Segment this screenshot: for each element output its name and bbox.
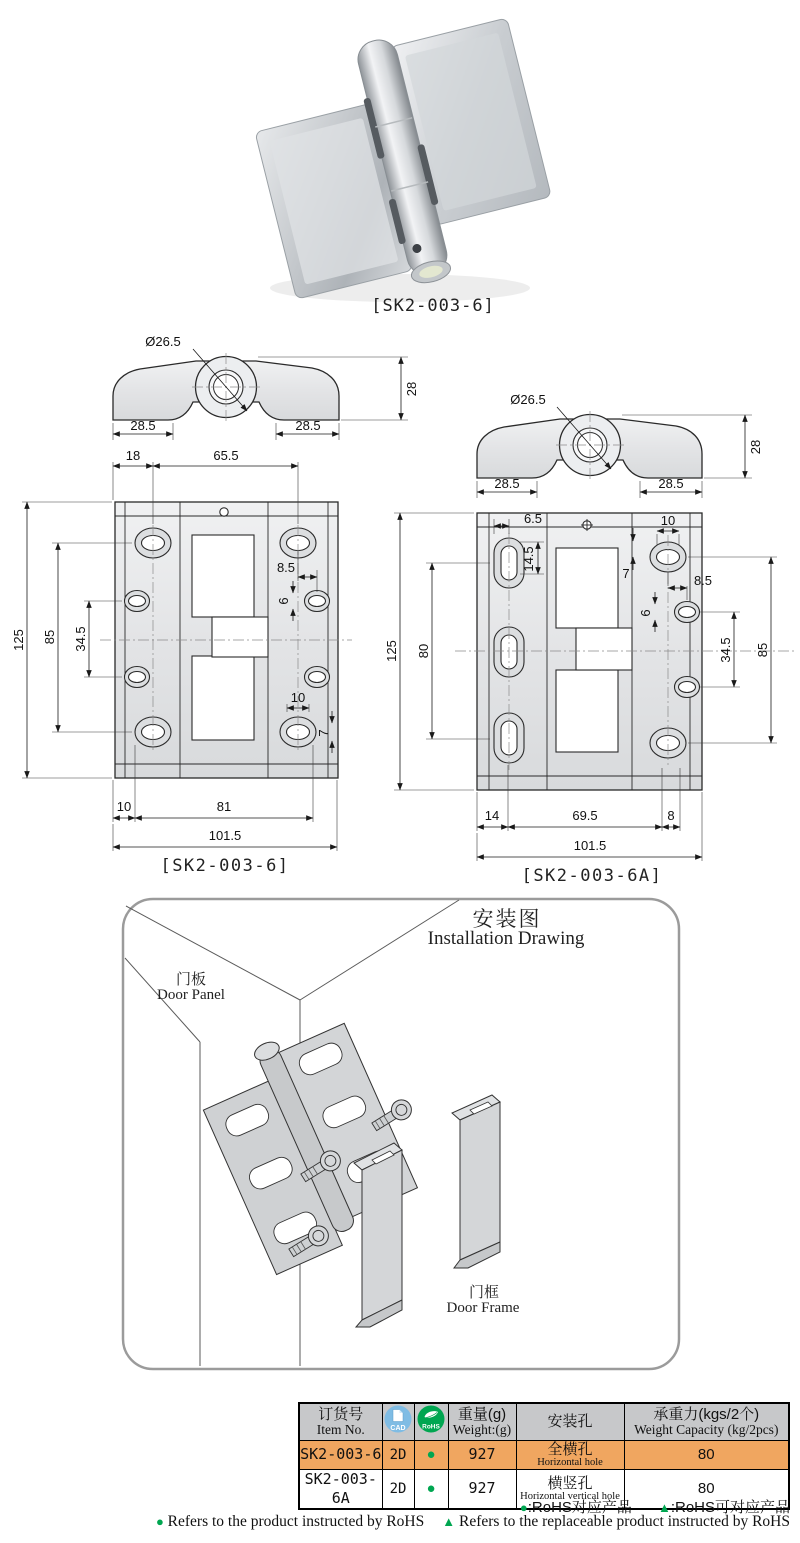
dim-label: 8.5 bbox=[276, 560, 296, 575]
door-frame-label-zh: 门框 bbox=[468, 1284, 500, 1301]
installation-title-zh: 安装图 bbox=[472, 908, 542, 931]
spec-header-row bbox=[299, 1403, 789, 1440]
dim-label: 10 bbox=[660, 513, 676, 528]
hole-type-en: Horizontal hole bbox=[537, 1456, 603, 1468]
rohs-dot-icon: ● bbox=[155, 1514, 164, 1529]
rohs-triangle-icon: ▲ bbox=[442, 1514, 456, 1529]
rohs-dot-icon: ● bbox=[519, 1500, 528, 1515]
dim-label: Ø26.5 bbox=[145, 334, 181, 349]
cad-icon bbox=[383, 1404, 413, 1434]
cad-type: 2D bbox=[389, 1446, 407, 1463]
spec-table bbox=[298, 1402, 790, 1510]
capacity-value: 80 bbox=[697, 1445, 715, 1463]
rohs-icon bbox=[416, 1404, 446, 1434]
technical-drawings bbox=[0, 328, 800, 890]
product-photo bbox=[0, 0, 800, 330]
dim-label: 6 bbox=[638, 609, 653, 617]
header-weight-en: Weight:(g) bbox=[452, 1422, 512, 1438]
cad-type: 2D bbox=[389, 1480, 407, 1497]
dim-label: 6.5 bbox=[523, 511, 543, 526]
door-frame-label-en: Door Frame bbox=[446, 1300, 520, 1316]
dim-label: 34.5 bbox=[73, 626, 88, 652]
hole-type-zh: 横竖孔 bbox=[547, 1474, 593, 1492]
dim-label: 125 bbox=[384, 640, 399, 662]
dim-label: 28.5 bbox=[494, 476, 520, 491]
drawing-right-caption: [SK2-003-6A] bbox=[521, 866, 663, 886]
rohs-dot: ● bbox=[426, 1479, 436, 1497]
dim-label: 101.5 bbox=[573, 838, 607, 853]
weight-value: 927 bbox=[468, 1445, 496, 1463]
drawing-right-top-view bbox=[477, 392, 763, 498]
dim-label: 28 bbox=[748, 439, 763, 455]
header-item-no-zh: 订货号 bbox=[318, 1406, 364, 1424]
hole-type-en: Horizontal vertical hole bbox=[520, 1490, 620, 1502]
rohs-triangle-icon: ▲ bbox=[657, 1500, 671, 1515]
drawing-left-caption: [SK2-003-6] bbox=[160, 856, 290, 876]
spec-row-sk2-003-6 bbox=[299, 1440, 789, 1469]
dim-label: 125 bbox=[11, 629, 26, 651]
product-photo-caption: [SK2-003-6] bbox=[371, 296, 495, 316]
dim-label: 6 bbox=[276, 597, 291, 605]
item-no: SK2-003-6A bbox=[304, 1469, 377, 1507]
header-capacity-en: Weight Capacity (kg/2pcs) bbox=[634, 1422, 779, 1438]
dim-label: 28.5 bbox=[295, 418, 321, 433]
dim-label: 28.5 bbox=[658, 476, 684, 491]
rohs-legend-zh: ●:RoHS对应产品 ▲:RoHS可对应产品 bbox=[519, 1499, 790, 1516]
capacity-value: 80 bbox=[697, 1479, 715, 1497]
drawing-left-front-view bbox=[11, 448, 352, 876]
drawing-left-top-view bbox=[113, 334, 419, 440]
installation-drawing bbox=[0, 890, 800, 1382]
dim-label: 8.5 bbox=[693, 573, 713, 588]
dim-label: 81 bbox=[216, 799, 232, 814]
dim-label: 85 bbox=[755, 642, 770, 658]
rohs-legend-en: ● Refers to the product instructed by RoHS ▲ Refers to the replaceable product instructed by RoHS bbox=[155, 1513, 790, 1530]
dim-label: 101.5 bbox=[208, 828, 242, 843]
drawing-right-front-view bbox=[384, 511, 795, 886]
dim-label: 65.5 bbox=[213, 448, 239, 463]
dim-label: 7 bbox=[316, 729, 331, 737]
hinge-photo-body bbox=[240, 8, 564, 314]
dim-label: 18 bbox=[125, 448, 141, 463]
rohs-dot: ● bbox=[426, 1445, 436, 1463]
dim-label: 14.5 bbox=[521, 546, 536, 572]
weight-value: 927 bbox=[468, 1479, 496, 1497]
dim-label: 34.5 bbox=[718, 637, 733, 663]
dim-label: 8 bbox=[667, 808, 675, 823]
header-mounting-hole: 安装孔 bbox=[547, 1413, 593, 1431]
svg-text:CAD: CAD bbox=[390, 1425, 406, 1433]
dim-label: Ø26.5 bbox=[510, 392, 546, 407]
svg-text:RoHS: RoHS bbox=[422, 1423, 440, 1431]
header-weight-zh: 重量(g) bbox=[457, 1406, 507, 1424]
hole-type-zh: 全横孔 bbox=[547, 1440, 593, 1458]
item-no: SK2-003-6 bbox=[300, 1445, 382, 1463]
dim-label: 85 bbox=[42, 629, 57, 645]
door-panel-label-zh: 门板 bbox=[175, 971, 207, 988]
dim-label: 69.5 bbox=[572, 808, 598, 823]
dim-label: 10 bbox=[290, 690, 306, 705]
dim-label: 28.5 bbox=[130, 418, 156, 433]
door-panel-label-en: Door Panel bbox=[157, 987, 225, 1003]
dim-label: 14 bbox=[484, 808, 500, 823]
dim-label: 80 bbox=[416, 643, 431, 659]
installation-title-en: Installation Drawing bbox=[427, 928, 585, 949]
dim-label: 10 bbox=[116, 799, 132, 814]
header-item-no-en: Item No. bbox=[316, 1422, 365, 1438]
dim-label: 28 bbox=[404, 381, 419, 397]
header-capacity-zh: 承重力(kgs/2个) bbox=[653, 1406, 760, 1424]
dim-label: 7 bbox=[622, 566, 630, 581]
